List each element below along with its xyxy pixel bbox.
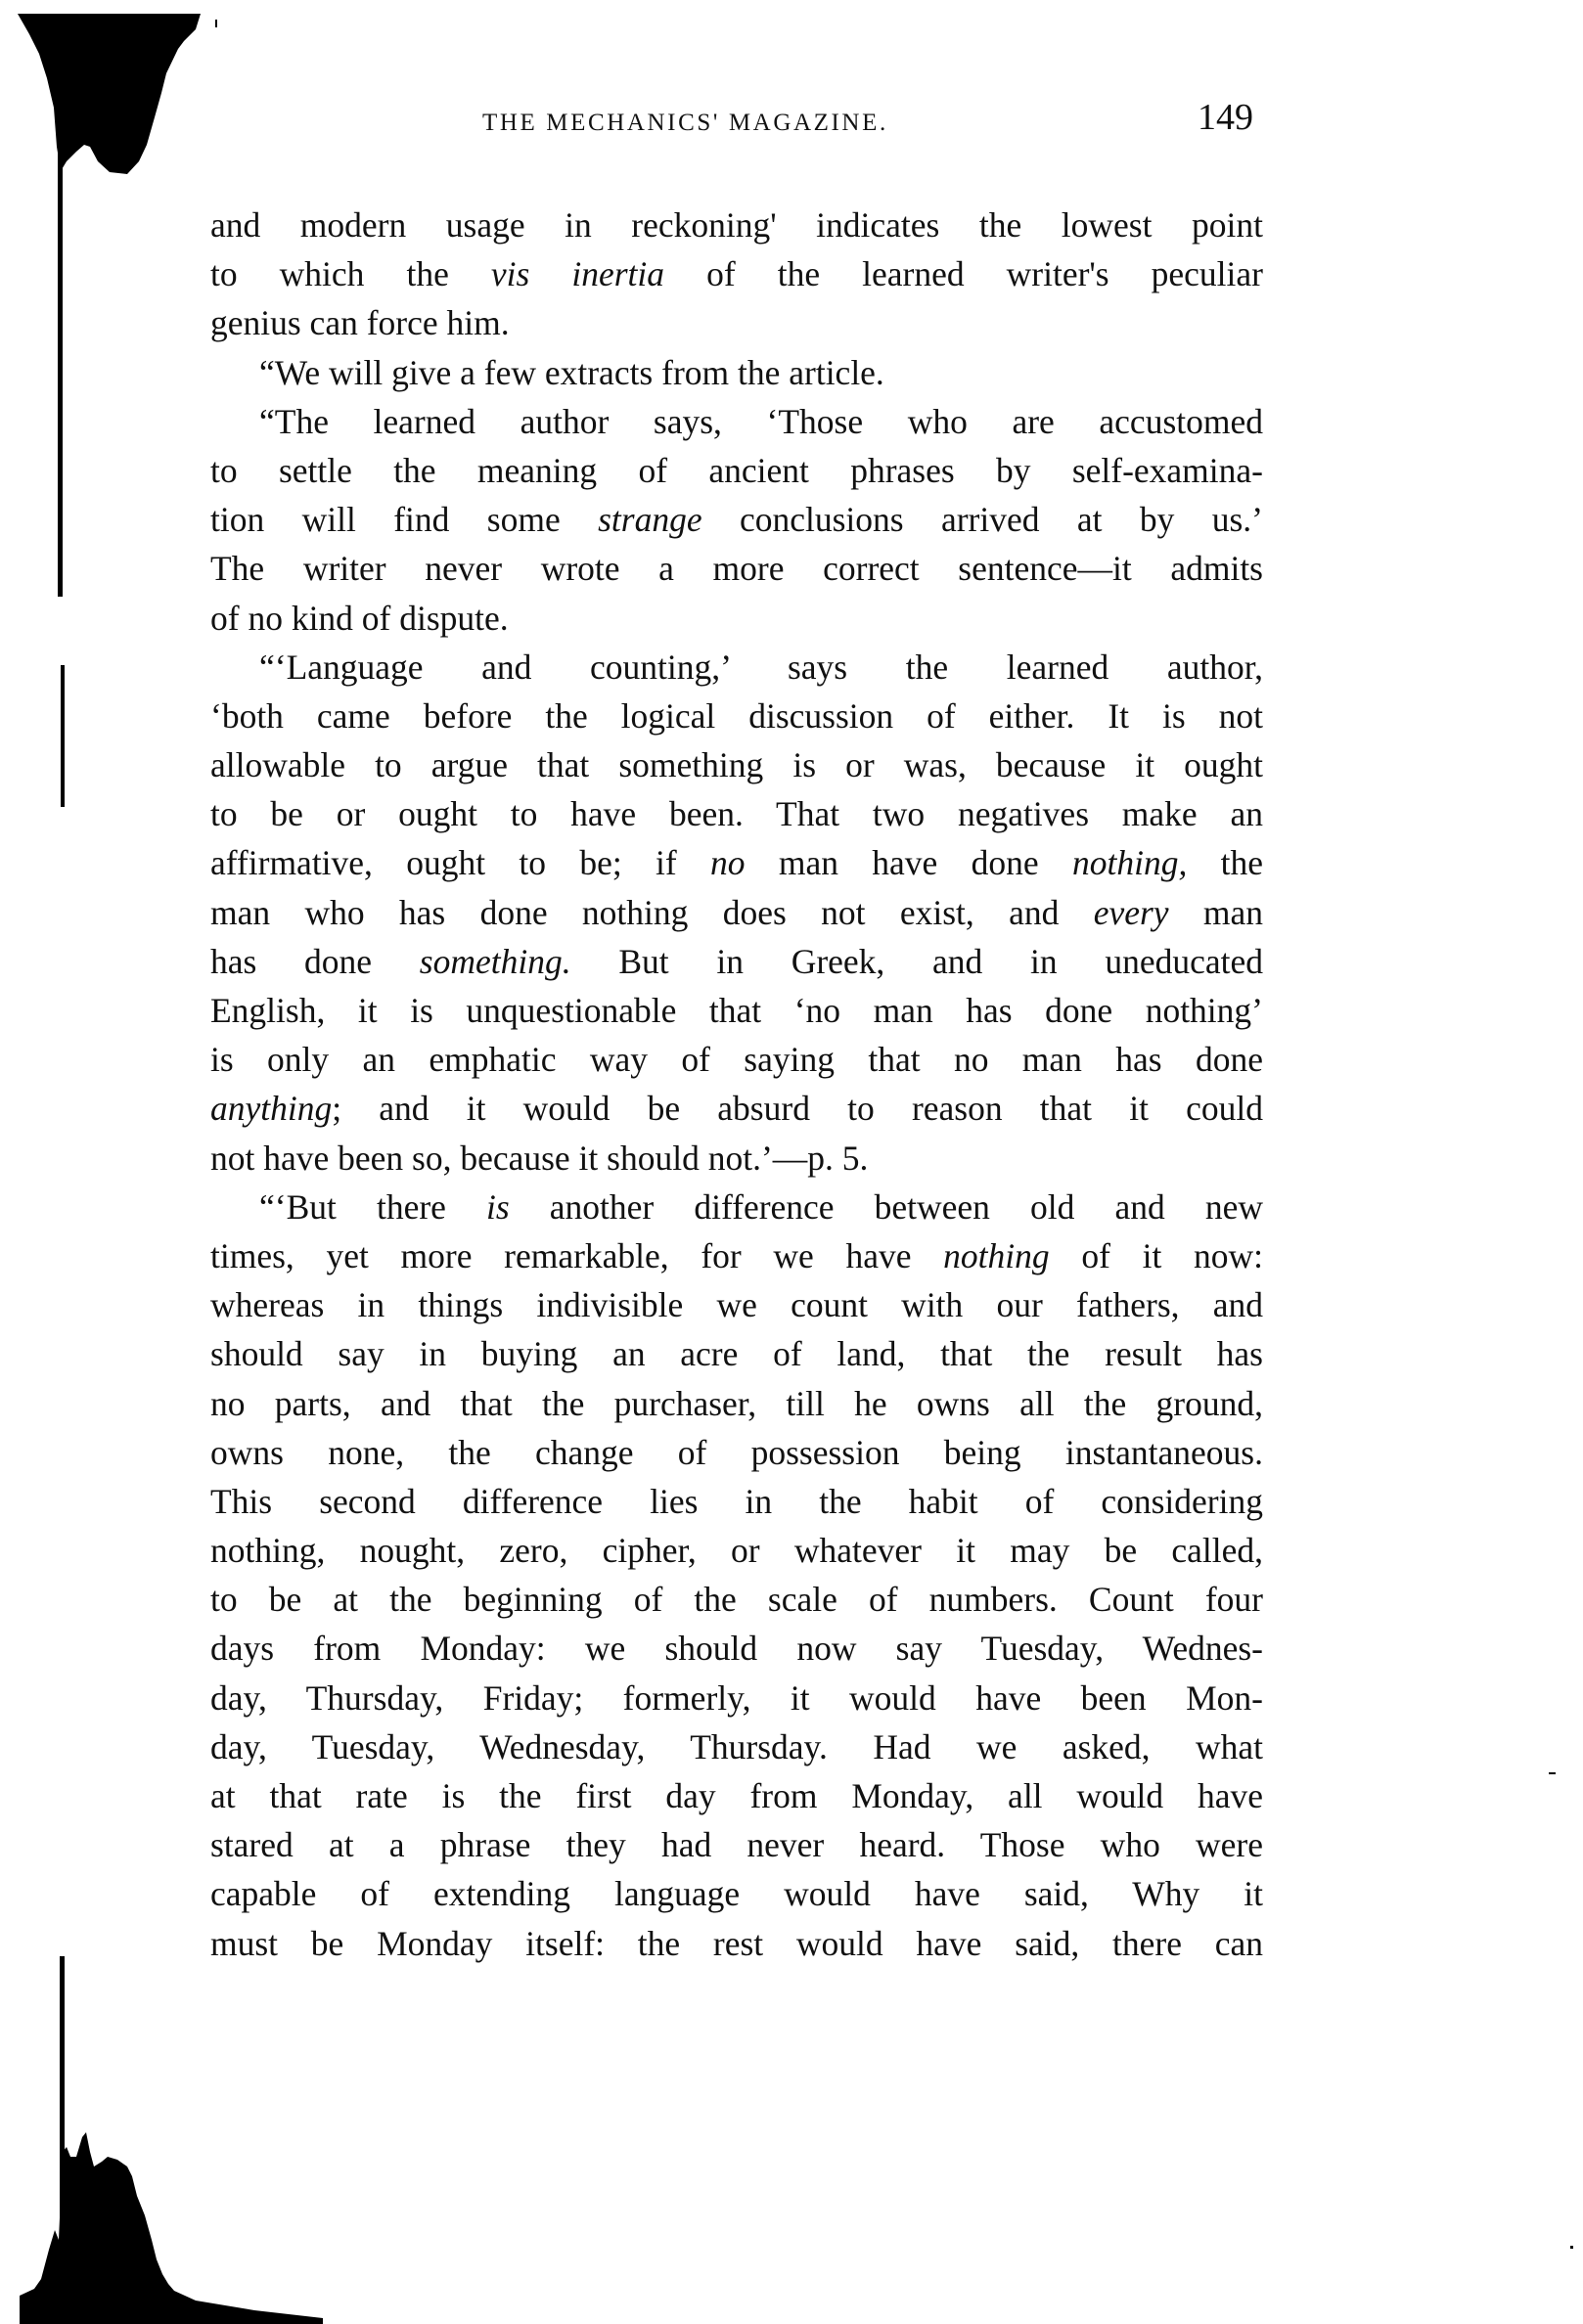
text-line	[210, 1329, 1263, 1378]
running-head-text: THE MECHANICS' MAGAZINE.	[482, 110, 888, 136]
binding-shadow-top	[18, 14, 201, 174]
text-line	[210, 789, 1263, 838]
text-segment: the	[1187, 843, 1264, 883]
text-segment: has done	[210, 941, 420, 981]
text-line	[210, 1526, 1263, 1575]
text-segment: stared at a phrase they had never heard. Those who were	[210, 1825, 1263, 1865]
text-line	[210, 1624, 1263, 1673]
text-segment: of no kind of dispute.	[210, 598, 509, 638]
text-line	[210, 544, 1263, 593]
text-line	[210, 1183, 1263, 1231]
text-segment: ‘both came before the logical discussion of either. It is not	[210, 695, 1263, 736]
italic-text: something.	[419, 941, 571, 981]
text-line	[210, 1820, 1263, 1869]
text-segment: tion will find some	[210, 500, 599, 540]
text-line	[210, 1919, 1263, 1968]
text-segment: This second difference lies in the habit of considering	[210, 1481, 1263, 1521]
text-segment: affirmative, ought to be; if	[210, 843, 711, 883]
text-segment: and modern usage in reckoning' indicates the lowest point	[210, 205, 1263, 245]
page-number: 149	[1198, 97, 1253, 138]
text-segment: not have been so, because it should not.’—p. 5.	[210, 1138, 869, 1178]
text-line	[210, 446, 1263, 495]
text-line	[210, 888, 1263, 937]
gutter-line-middle	[61, 665, 65, 807]
text-line	[210, 1035, 1263, 1084]
italic-text: nothing,	[1071, 843, 1188, 883]
italic-text: nothing	[943, 1235, 1050, 1275]
text-segment: day, Thursday, Friday; formerly, it would have been Mon-	[210, 1677, 1263, 1718]
text-segment: The writer never wrote a more correct sentence—it admits	[210, 549, 1263, 589]
gutter-line-lower	[60, 1956, 65, 2250]
speck	[215, 20, 217, 27]
italic-text: is	[486, 1186, 510, 1227]
italic-text: strange	[598, 500, 702, 540]
text-line	[210, 201, 1263, 249]
text-line	[210, 1674, 1263, 1722]
text-line	[210, 594, 1263, 643]
text-segment: man who has done nothing does not exist, and	[210, 892, 1094, 932]
text-segment: genius can force him.	[210, 303, 510, 343]
text-segment: nothing, nought, zero, cipher, or whatever it may be called,	[210, 1531, 1263, 1571]
text-segment: no parts, and that the purchaser, till he owns all the ground,	[210, 1383, 1263, 1423]
text-segment: conclusions arrived at by us.’	[701, 500, 1263, 540]
text-segment: of the learned writer's peculiar	[664, 254, 1263, 294]
text-segment: to be at the beginning of the scale of numbers. Count four	[210, 1580, 1263, 1620]
text-line	[210, 1084, 1263, 1133]
text-line	[210, 1379, 1263, 1428]
text-line	[210, 298, 1263, 347]
text-line	[210, 838, 1263, 887]
text-line	[210, 643, 1263, 692]
italic-text: vis inertia	[490, 254, 665, 294]
italic-text: no	[710, 843, 746, 883]
text-segment: to be or ought to have been. That two negatives make an	[210, 794, 1263, 834]
text-line	[210, 937, 1263, 986]
text-line	[210, 397, 1263, 446]
italic-text: every	[1093, 892, 1169, 932]
text-line	[210, 740, 1263, 789]
text-segment: allowable to argue that something is or was, because it ought	[210, 745, 1263, 785]
text-segment: days from Monday: we should now say Tuesday, Wednes-	[210, 1629, 1263, 1669]
text-line	[210, 249, 1263, 298]
text-segment: whereas in things indivisible we count with our fathers, and	[210, 1285, 1263, 1325]
text-segment: ; and it would be absurd to reason that it could	[332, 1089, 1263, 1129]
text-line	[210, 348, 1263, 397]
text-segment: to settle the meaning of ancient phrases by self-examina-	[210, 450, 1263, 490]
text-segment: “‘Language and counting,’ says the learned author,	[259, 647, 1263, 687]
text-segment: is only an emphatic way of saying that no man has done	[210, 1040, 1263, 1080]
text-line	[210, 1869, 1263, 1918]
text-line	[210, 1428, 1263, 1477]
text-segment: of it now:	[1049, 1235, 1263, 1275]
text-segment: owns none, the change of possession being instantaneous.	[210, 1432, 1263, 1472]
text-segment: man	[1168, 892, 1263, 932]
text-line	[210, 1280, 1263, 1329]
text-segment: “The learned author says, ‘Those who are accustomed	[259, 401, 1263, 441]
text-segment: day, Tuesday, Wednesday, Thursday. Had we asked, what	[210, 1726, 1263, 1766]
text-line	[210, 495, 1263, 544]
text-segment: “‘But there	[259, 1186, 487, 1227]
gutter-line-upper	[58, 108, 63, 597]
binding-shadow-bottom	[20, 2132, 323, 2324]
text-segment: “We will give a few extracts from the article.	[259, 352, 884, 392]
text-segment: man have done	[745, 843, 1072, 883]
text-line	[210, 986, 1263, 1035]
speck	[1570, 2246, 1573, 2249]
text-line	[210, 1231, 1263, 1280]
text-segment: must be Monday itself: the rest would have said, there can	[210, 1923, 1263, 1963]
text-line	[210, 1771, 1263, 1820]
text-segment: But in Greek, and in uneducated	[570, 941, 1263, 981]
text-segment: capable of extending language would have said, Why it	[210, 1874, 1263, 1914]
text-segment: at that rate is the first day from Monday, all would have	[210, 1776, 1263, 1815]
speck	[1549, 1772, 1556, 1774]
text-segment: another difference between old and new	[509, 1186, 1263, 1227]
text-line	[210, 1575, 1263, 1624]
body-text	[210, 201, 1263, 1968]
running-head	[482, 100, 991, 145]
text-segment: English, it is unquestionable that ‘no man has done nothing’	[210, 991, 1263, 1030]
text-segment: times, yet more remarkable, for we have	[210, 1235, 944, 1275]
text-line	[210, 1134, 1263, 1183]
text-line	[210, 1477, 1263, 1526]
text-segment: to which the	[210, 254, 491, 294]
text-segment: should say in buying an acre of land, that the result has	[210, 1334, 1263, 1374]
text-line	[210, 1722, 1263, 1771]
text-line	[210, 692, 1263, 740]
italic-text: anything	[210, 1089, 333, 1129]
